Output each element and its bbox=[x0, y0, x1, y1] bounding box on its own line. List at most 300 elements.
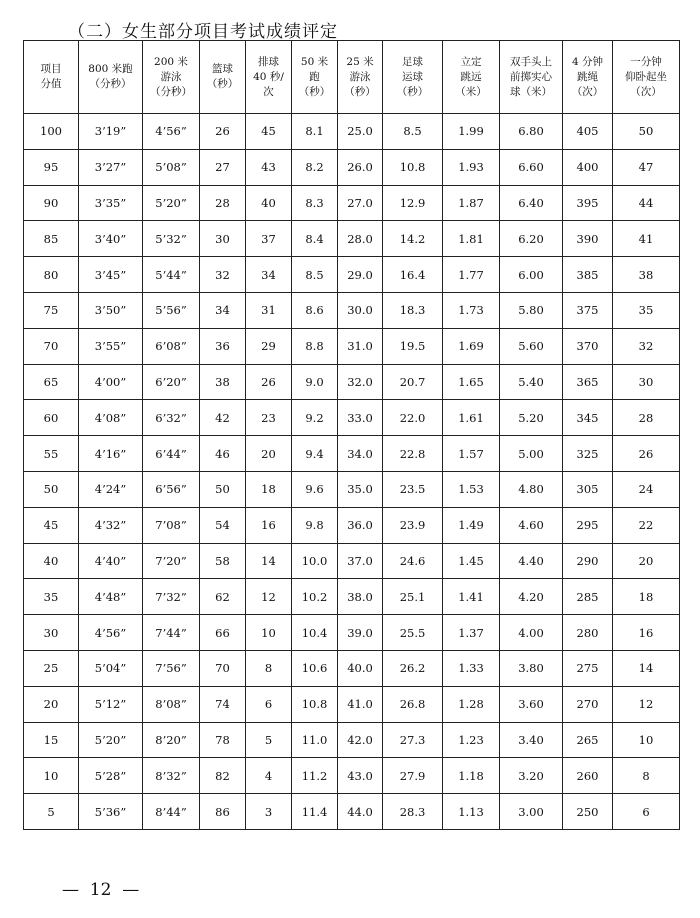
column-header-line: 前掷实心 bbox=[510, 70, 552, 83]
value-cell: 270 bbox=[563, 686, 613, 722]
value-cell: 26.8 bbox=[383, 686, 443, 722]
value-cell: 5’08” bbox=[143, 149, 200, 185]
value-cell: 43 bbox=[246, 149, 292, 185]
value-cell: 8.4 bbox=[292, 221, 338, 257]
score-cell: 55 bbox=[24, 436, 79, 472]
score-cell: 50 bbox=[24, 471, 79, 507]
table-row bbox=[24, 471, 680, 507]
value-cell: 9.2 bbox=[292, 400, 338, 436]
table-row bbox=[24, 579, 680, 615]
value-cell: 10.4 bbox=[292, 615, 338, 651]
table-row bbox=[24, 758, 680, 794]
value-cell: 1.41 bbox=[443, 579, 500, 615]
column-header bbox=[246, 41, 292, 114]
table-row bbox=[24, 400, 680, 436]
value-cell: 4.20 bbox=[500, 579, 563, 615]
table-row bbox=[24, 436, 680, 472]
score-cell: 35 bbox=[24, 579, 79, 615]
value-cell: 1.65 bbox=[443, 364, 500, 400]
section-title: （二）女生部分项目考试成绩评定 bbox=[68, 22, 338, 42]
value-cell: 305 bbox=[563, 471, 613, 507]
value-cell: 7’56” bbox=[143, 650, 200, 686]
column-header-line: （秒） bbox=[396, 85, 429, 98]
value-cell: 47 bbox=[613, 149, 680, 185]
value-cell: 38 bbox=[200, 364, 246, 400]
value-cell: 290 bbox=[563, 543, 613, 579]
value-cell: 19.5 bbox=[383, 328, 443, 364]
value-cell: 3 bbox=[246, 794, 292, 830]
value-cell: 390 bbox=[563, 221, 613, 257]
value-cell: 1.69 bbox=[443, 328, 500, 364]
value-cell: 6.60 bbox=[500, 149, 563, 185]
value-cell: 29.0 bbox=[338, 257, 383, 293]
score-cell: 30 bbox=[24, 615, 79, 651]
value-cell: 24.6 bbox=[383, 543, 443, 579]
value-cell: 4’32” bbox=[79, 507, 143, 543]
value-cell: 5’28” bbox=[79, 758, 143, 794]
column-header-line: （秒） bbox=[298, 85, 331, 98]
value-cell: 3.40 bbox=[500, 722, 563, 758]
score-cell: 70 bbox=[24, 328, 79, 364]
value-cell: 31 bbox=[246, 292, 292, 328]
value-cell: 5’44” bbox=[143, 257, 200, 293]
value-cell: 3’35” bbox=[79, 185, 143, 221]
value-cell: 36.0 bbox=[338, 507, 383, 543]
value-cell: 35 bbox=[613, 292, 680, 328]
value-cell: 395 bbox=[563, 185, 613, 221]
column-header bbox=[383, 41, 443, 114]
table-row bbox=[24, 794, 680, 830]
value-cell: 260 bbox=[563, 758, 613, 794]
value-cell: 27.9 bbox=[383, 758, 443, 794]
value-cell: 4 bbox=[246, 758, 292, 794]
value-cell: 7’20” bbox=[143, 543, 200, 579]
value-cell: 20 bbox=[246, 436, 292, 472]
value-cell: 6.20 bbox=[500, 221, 563, 257]
value-cell: 1.23 bbox=[443, 722, 500, 758]
value-cell: 5’36” bbox=[79, 794, 143, 830]
value-cell: 40 bbox=[246, 185, 292, 221]
value-cell: 3.60 bbox=[500, 686, 563, 722]
column-header-line: （秒） bbox=[344, 85, 376, 98]
score-cell: 90 bbox=[24, 185, 79, 221]
table-row bbox=[24, 615, 680, 651]
column-header-line: 200 米 bbox=[154, 55, 188, 68]
value-cell: 54 bbox=[200, 507, 246, 543]
value-cell: 4’56” bbox=[143, 114, 200, 150]
value-cell: 18 bbox=[246, 471, 292, 507]
value-cell: 4’48” bbox=[79, 579, 143, 615]
table-row bbox=[24, 650, 680, 686]
value-cell: 58 bbox=[200, 543, 246, 579]
value-cell: 14 bbox=[613, 650, 680, 686]
value-cell: 50 bbox=[200, 471, 246, 507]
column-header bbox=[500, 41, 563, 114]
table-row bbox=[24, 149, 680, 185]
value-cell: 42 bbox=[200, 400, 246, 436]
value-cell: 385 bbox=[563, 257, 613, 293]
value-cell: 325 bbox=[563, 436, 613, 472]
value-cell: 27.0 bbox=[338, 185, 383, 221]
value-cell: 375 bbox=[563, 292, 613, 328]
value-cell: 32.0 bbox=[338, 364, 383, 400]
value-cell: 1.37 bbox=[443, 615, 500, 651]
value-cell: 35.0 bbox=[338, 471, 383, 507]
value-cell: 8’08” bbox=[143, 686, 200, 722]
column-header-line: （米） bbox=[455, 85, 487, 98]
value-cell: 8.5 bbox=[383, 114, 443, 150]
table-row bbox=[24, 722, 680, 758]
value-cell: 6 bbox=[246, 686, 292, 722]
value-cell: 9.4 bbox=[292, 436, 338, 472]
value-cell: 50 bbox=[613, 114, 680, 150]
value-cell: 12 bbox=[246, 579, 292, 615]
value-cell: 3.80 bbox=[500, 650, 563, 686]
table-row bbox=[24, 292, 680, 328]
column-header bbox=[563, 41, 613, 114]
value-cell: 38.0 bbox=[338, 579, 383, 615]
value-cell: 8’32” bbox=[143, 758, 200, 794]
value-cell: 28.3 bbox=[383, 794, 443, 830]
value-cell: 1.57 bbox=[443, 436, 500, 472]
column-header bbox=[292, 41, 338, 114]
value-cell: 1.99 bbox=[443, 114, 500, 150]
value-cell: 9.6 bbox=[292, 471, 338, 507]
value-cell: 265 bbox=[563, 722, 613, 758]
value-cell: 6’08” bbox=[143, 328, 200, 364]
value-cell: 4’56” bbox=[79, 615, 143, 651]
value-cell: 11.4 bbox=[292, 794, 338, 830]
value-cell: 25.5 bbox=[383, 615, 443, 651]
value-cell: 5.60 bbox=[500, 328, 563, 364]
value-cell: 3.00 bbox=[500, 794, 563, 830]
value-cell: 365 bbox=[563, 364, 613, 400]
value-cell: 45 bbox=[246, 114, 292, 150]
value-cell: 5’20” bbox=[143, 185, 200, 221]
value-cell: 4’00” bbox=[79, 364, 143, 400]
column-header-line: 运球 bbox=[402, 70, 423, 83]
value-cell: 4.60 bbox=[500, 507, 563, 543]
value-cell: 8’20” bbox=[143, 722, 200, 758]
value-cell: 9.0 bbox=[292, 364, 338, 400]
column-header-line: 跑 bbox=[309, 70, 320, 83]
column-header-line: 跳远 bbox=[460, 70, 482, 83]
score-cell: 85 bbox=[24, 221, 79, 257]
value-cell: 78 bbox=[200, 722, 246, 758]
value-cell: 36 bbox=[200, 328, 246, 364]
value-cell: 30 bbox=[200, 221, 246, 257]
value-cell: 26.0 bbox=[338, 149, 383, 185]
value-cell: 29 bbox=[246, 328, 292, 364]
value-cell: 14 bbox=[246, 543, 292, 579]
column-header-line: 次 bbox=[263, 85, 274, 98]
value-cell: 22.0 bbox=[383, 400, 443, 436]
table-row bbox=[24, 328, 680, 364]
value-cell: 1.93 bbox=[443, 149, 500, 185]
value-cell: 4.80 bbox=[500, 471, 563, 507]
value-cell: 34.0 bbox=[338, 436, 383, 472]
table-row bbox=[24, 364, 680, 400]
table-header bbox=[24, 41, 680, 114]
value-cell: 3’45” bbox=[79, 257, 143, 293]
column-header-line: 双手头上 bbox=[510, 55, 552, 68]
value-cell: 26.2 bbox=[383, 650, 443, 686]
value-cell: 10.2 bbox=[292, 579, 338, 615]
column-header-line: （分秒） bbox=[89, 78, 132, 90]
value-cell: 1.18 bbox=[443, 758, 500, 794]
table-row bbox=[24, 543, 680, 579]
value-cell: 295 bbox=[563, 507, 613, 543]
column-header bbox=[613, 41, 680, 114]
table-row bbox=[24, 257, 680, 293]
value-cell: 24 bbox=[613, 471, 680, 507]
score-cell: 25 bbox=[24, 650, 79, 686]
value-cell: 66 bbox=[200, 615, 246, 651]
value-cell: 8’44” bbox=[143, 794, 200, 830]
value-cell: 280 bbox=[563, 615, 613, 651]
value-cell: 8.8 bbox=[292, 328, 338, 364]
value-cell: 32 bbox=[613, 328, 680, 364]
value-cell: 6’32” bbox=[143, 400, 200, 436]
score-cell: 65 bbox=[24, 364, 79, 400]
value-cell: 8.2 bbox=[292, 149, 338, 185]
value-cell: 5’32” bbox=[143, 221, 200, 257]
value-cell: 1.61 bbox=[443, 400, 500, 436]
value-cell: 16 bbox=[246, 507, 292, 543]
column-header-line: 800 米跑 bbox=[88, 63, 133, 75]
value-cell: 26 bbox=[200, 114, 246, 150]
score-cell: 60 bbox=[24, 400, 79, 436]
value-cell: 22 bbox=[613, 507, 680, 543]
value-cell: 10.8 bbox=[292, 686, 338, 722]
value-cell: 10 bbox=[613, 722, 680, 758]
column-header bbox=[79, 41, 143, 114]
value-cell: 40.0 bbox=[338, 650, 383, 686]
value-cell: 28 bbox=[613, 400, 680, 436]
value-cell: 1.49 bbox=[443, 507, 500, 543]
value-cell: 7’44” bbox=[143, 615, 200, 651]
value-cell: 4’40” bbox=[79, 543, 143, 579]
value-cell: 285 bbox=[563, 579, 613, 615]
value-cell: 10.6 bbox=[292, 650, 338, 686]
value-cell: 6’20” bbox=[143, 364, 200, 400]
column-header-line: 跳绳 bbox=[577, 70, 598, 83]
value-cell: 8 bbox=[613, 758, 680, 794]
column-header bbox=[143, 41, 200, 114]
value-cell: 1.28 bbox=[443, 686, 500, 722]
value-cell: 70 bbox=[200, 650, 246, 686]
column-header bbox=[24, 41, 79, 114]
value-cell: 42.0 bbox=[338, 722, 383, 758]
score-cell: 15 bbox=[24, 722, 79, 758]
table-row bbox=[24, 507, 680, 543]
column-header-line: 50 米 bbox=[300, 55, 329, 68]
value-cell: 11.0 bbox=[292, 722, 338, 758]
value-cell: 5.00 bbox=[500, 436, 563, 472]
value-cell: 11.2 bbox=[292, 758, 338, 794]
score-cell: 5 bbox=[24, 794, 79, 830]
value-cell: 27 bbox=[200, 149, 246, 185]
value-cell: 8.1 bbox=[292, 114, 338, 150]
score-cell: 45 bbox=[24, 507, 79, 543]
value-cell: 250 bbox=[563, 794, 613, 830]
value-cell: 3’55” bbox=[79, 328, 143, 364]
value-cell: 1.77 bbox=[443, 257, 500, 293]
value-cell: 1.45 bbox=[443, 543, 500, 579]
value-cell: 3’50” bbox=[79, 292, 143, 328]
value-cell: 44 bbox=[613, 185, 680, 221]
value-cell: 1.73 bbox=[443, 292, 500, 328]
column-header-line: （秒） bbox=[206, 78, 239, 90]
column-header-line: 4 分钟 bbox=[571, 55, 604, 68]
score-cell: 75 bbox=[24, 292, 79, 328]
value-cell: 6 bbox=[613, 794, 680, 830]
value-cell: 1.33 bbox=[443, 650, 500, 686]
value-cell: 6.00 bbox=[500, 257, 563, 293]
value-cell: 44.0 bbox=[338, 794, 383, 830]
value-cell: 30.0 bbox=[338, 292, 383, 328]
column-header bbox=[338, 41, 383, 114]
value-cell: 8 bbox=[246, 650, 292, 686]
value-cell: 10 bbox=[246, 615, 292, 651]
value-cell: 4.00 bbox=[500, 615, 563, 651]
value-cell: 1.87 bbox=[443, 185, 500, 221]
value-cell: 23 bbox=[246, 400, 292, 436]
value-cell: 4’24” bbox=[79, 471, 143, 507]
column-header-line: （次） bbox=[630, 85, 662, 98]
value-cell: 38 bbox=[613, 257, 680, 293]
column-header bbox=[200, 41, 246, 114]
value-cell: 6.40 bbox=[500, 185, 563, 221]
value-cell: 28.0 bbox=[338, 221, 383, 257]
column-header-line: 一分钟 bbox=[630, 55, 662, 68]
table-row bbox=[24, 221, 680, 257]
column-header-line: 足球 bbox=[402, 55, 423, 68]
column-header-line: 立定 bbox=[460, 55, 482, 68]
value-cell: 18 bbox=[613, 579, 680, 615]
column-header-line: 仰卧起坐 bbox=[625, 70, 667, 83]
value-cell: 74 bbox=[200, 686, 246, 722]
value-cell: 4’08” bbox=[79, 400, 143, 436]
value-cell: 10.8 bbox=[383, 149, 443, 185]
value-cell: 10.0 bbox=[292, 543, 338, 579]
value-cell: 3.20 bbox=[500, 758, 563, 794]
value-cell: 23.9 bbox=[383, 507, 443, 543]
table-body bbox=[24, 114, 680, 830]
value-cell: 8.3 bbox=[292, 185, 338, 221]
value-cell: 37 bbox=[246, 221, 292, 257]
value-cell: 7’32” bbox=[143, 579, 200, 615]
value-cell: 1.53 bbox=[443, 471, 500, 507]
column-header-line: 项目 bbox=[40, 63, 62, 75]
value-cell: 5’04” bbox=[79, 650, 143, 686]
value-cell: 5.80 bbox=[500, 292, 563, 328]
value-cell: 82 bbox=[200, 758, 246, 794]
column-header-line: 球（米） bbox=[510, 85, 552, 98]
table-row bbox=[24, 185, 680, 221]
value-cell: 6.80 bbox=[500, 114, 563, 150]
value-cell: 275 bbox=[563, 650, 613, 686]
value-cell: 86 bbox=[200, 794, 246, 830]
column-header-line: 分值 bbox=[40, 78, 62, 90]
value-cell: 43.0 bbox=[338, 758, 383, 794]
column-header bbox=[443, 41, 500, 114]
column-header-line: （分秒） bbox=[150, 85, 192, 98]
value-cell: 18.3 bbox=[383, 292, 443, 328]
value-cell: 9.8 bbox=[292, 507, 338, 543]
value-cell: 16.4 bbox=[383, 257, 443, 293]
value-cell: 12 bbox=[613, 686, 680, 722]
value-cell: 26 bbox=[613, 436, 680, 472]
value-cell: 41 bbox=[613, 221, 680, 257]
value-cell: 1.81 bbox=[443, 221, 500, 257]
value-cell: 370 bbox=[563, 328, 613, 364]
value-cell: 400 bbox=[563, 149, 613, 185]
score-cell: 10 bbox=[24, 758, 79, 794]
score-cell: 40 bbox=[24, 543, 79, 579]
score-cell: 100 bbox=[24, 114, 79, 150]
value-cell: 20 bbox=[613, 543, 680, 579]
column-header-line: 篮球 bbox=[212, 63, 233, 75]
column-header-line: 40 秒/ bbox=[253, 70, 284, 83]
value-cell: 22.8 bbox=[383, 436, 443, 472]
value-cell: 32 bbox=[200, 257, 246, 293]
value-cell: 41.0 bbox=[338, 686, 383, 722]
value-cell: 30 bbox=[613, 364, 680, 400]
score-cell: 80 bbox=[24, 257, 79, 293]
value-cell: 14.2 bbox=[383, 221, 443, 257]
value-cell: 3’19” bbox=[79, 114, 143, 150]
table-row bbox=[24, 114, 680, 150]
value-cell: 4.40 bbox=[500, 543, 563, 579]
value-cell: 5’20” bbox=[79, 722, 143, 758]
column-header-line: （次） bbox=[571, 85, 604, 98]
value-cell: 33.0 bbox=[338, 400, 383, 436]
value-cell: 7’08” bbox=[143, 507, 200, 543]
value-cell: 5.40 bbox=[500, 364, 563, 400]
value-cell: 8.5 bbox=[292, 257, 338, 293]
value-cell: 5 bbox=[246, 722, 292, 758]
value-cell: 5.20 bbox=[500, 400, 563, 436]
column-header-line: 游泳 bbox=[349, 70, 371, 83]
value-cell: 25.1 bbox=[383, 579, 443, 615]
value-cell: 31.0 bbox=[338, 328, 383, 364]
value-cell: 23.5 bbox=[383, 471, 443, 507]
value-cell: 8.6 bbox=[292, 292, 338, 328]
value-cell: 62 bbox=[200, 579, 246, 615]
value-cell: 5’12” bbox=[79, 686, 143, 722]
score-cell: 95 bbox=[24, 149, 79, 185]
value-cell: 37.0 bbox=[338, 543, 383, 579]
value-cell: 25.0 bbox=[338, 114, 383, 150]
value-cell: 28 bbox=[200, 185, 246, 221]
page-number: — 12 — bbox=[62, 880, 140, 900]
value-cell: 34 bbox=[200, 292, 246, 328]
value-cell: 405 bbox=[563, 114, 613, 150]
value-cell: 27.3 bbox=[383, 722, 443, 758]
female-score-table bbox=[23, 40, 680, 830]
value-cell: 16 bbox=[613, 615, 680, 651]
value-cell: 34 bbox=[246, 257, 292, 293]
column-header-line: 排球 bbox=[258, 55, 279, 68]
header-row bbox=[24, 41, 680, 114]
value-cell: 6’44” bbox=[143, 436, 200, 472]
score-cell: 20 bbox=[24, 686, 79, 722]
value-cell: 39.0 bbox=[338, 615, 383, 651]
value-cell: 3’40” bbox=[79, 221, 143, 257]
column-header-line: 游泳 bbox=[160, 70, 182, 83]
value-cell: 26 bbox=[246, 364, 292, 400]
